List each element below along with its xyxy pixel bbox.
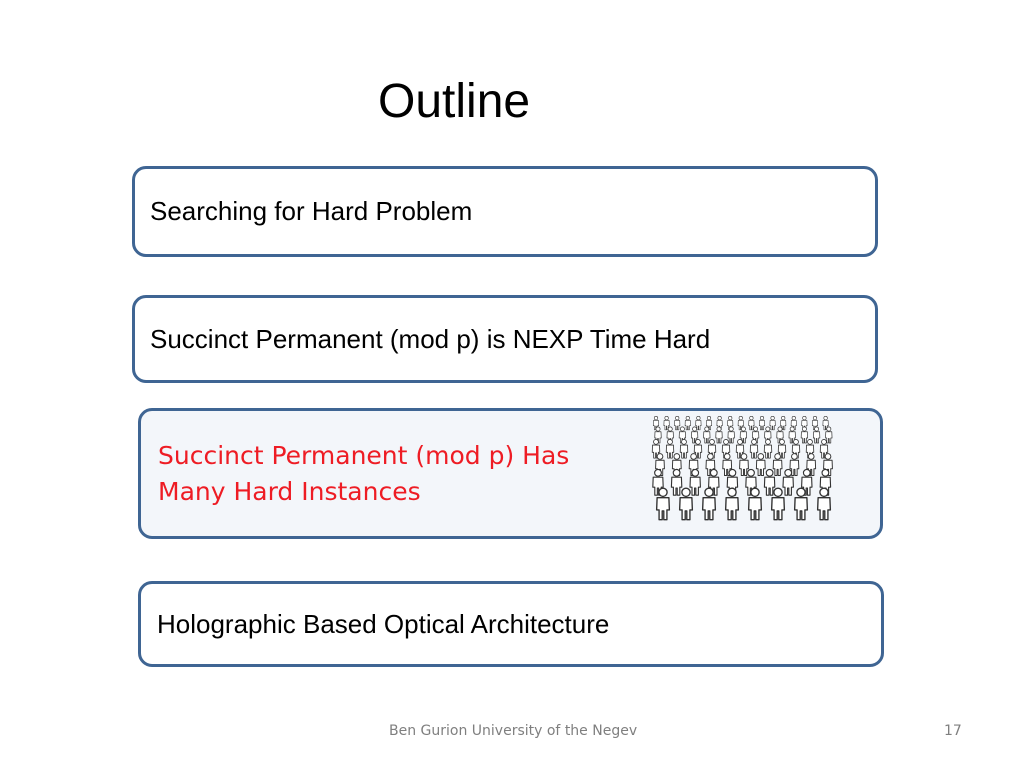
outline-item-1: [132, 166, 878, 257]
person-figure: [657, 488, 670, 520]
outline-item-3-label: [158, 438, 569, 510]
person-figure: [703, 488, 716, 520]
person-figure: [690, 469, 700, 495]
outline-item-2: [132, 295, 878, 383]
person-figure: [750, 439, 758, 458]
person-figure: [772, 488, 785, 520]
outline-item-4: [138, 581, 884, 667]
person-figure: [764, 469, 774, 495]
outline-item-4-label: Holographic Based Optical Architecture: [157, 608, 610, 639]
person-figure: [716, 427, 723, 443]
outline-item-3-line-2: Many Hard Instances: [158, 476, 421, 506]
person-figure: [783, 469, 793, 495]
outline-item-2-label: Succinct Permanent (mod p) is NEXP Time Hard: [150, 323, 711, 354]
person-figure: [680, 488, 693, 520]
person-figure: [756, 454, 765, 476]
person-figure: [740, 454, 749, 476]
person-figure: [680, 439, 688, 458]
footer-text: Ben Gurion University of the Negev: [389, 723, 638, 739]
person-figure: [770, 416, 775, 430]
person-figure: [818, 488, 831, 520]
person-figure: [773, 454, 782, 476]
person-figure: [671, 469, 681, 495]
page-number: 17: [944, 723, 962, 739]
person-figure: [666, 439, 674, 458]
person-figure: [801, 427, 808, 443]
person-figure: [674, 416, 679, 430]
person-figure: [728, 427, 735, 443]
person-figure: [764, 439, 772, 458]
outline-item-1-label: Searching for Hard Problem: [150, 196, 473, 226]
person-figure: [704, 427, 711, 443]
person-figure: [726, 488, 739, 520]
person-figure: [795, 488, 808, 520]
slide-title: Outline: [378, 75, 531, 128]
person-figure: [749, 488, 762, 520]
person-figure: [759, 416, 764, 430]
outline-item-3-line-1: Succinct Permanent (mod p) Has: [158, 440, 570, 470]
person-figure: [685, 416, 690, 430]
person-figure: [813, 427, 820, 443]
person-figure: [749, 416, 754, 430]
crowd-icon: [646, 410, 838, 536]
